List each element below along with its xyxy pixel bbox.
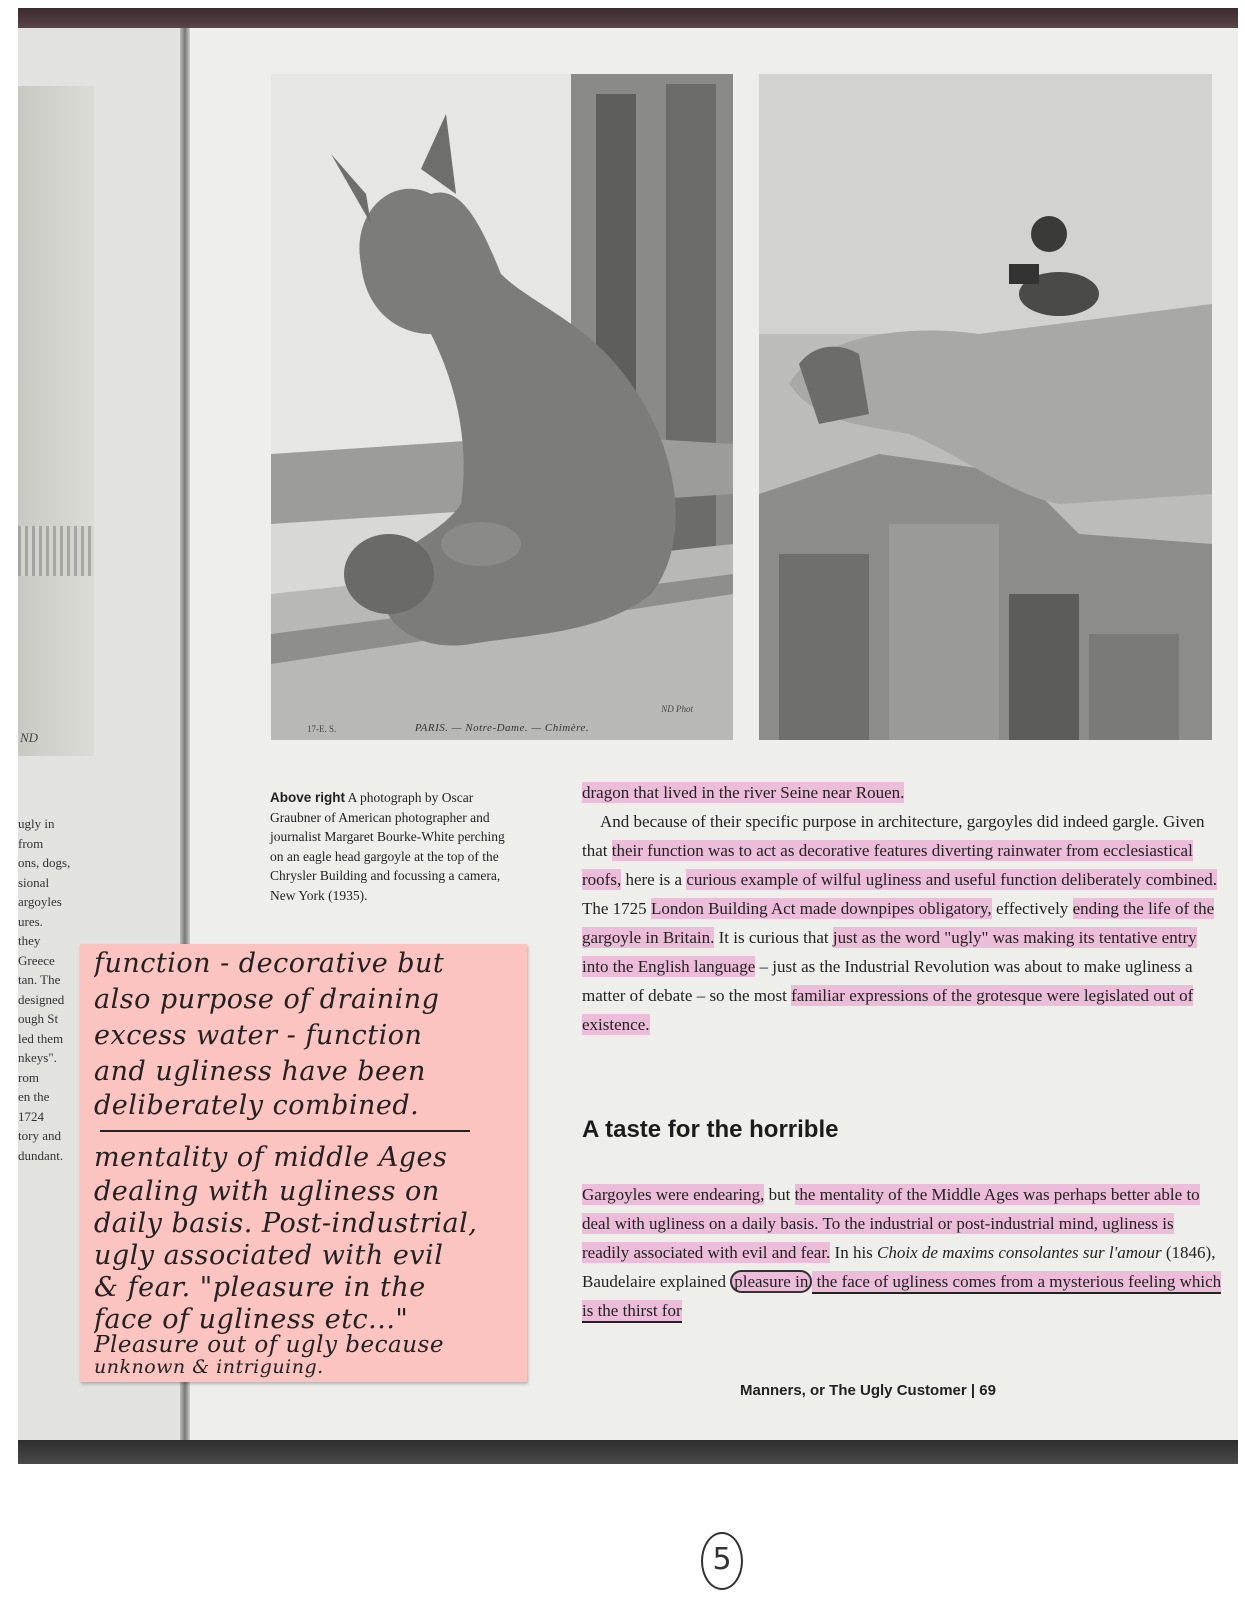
chrysler-gargoyle-photo [759,74,1212,740]
left-text-line: designed [18,991,65,1007]
caption-lead: Above right [270,790,346,805]
caption-text: A photograph by Oscar Graubner of American photographer and journalist Margaret Bourke-White perching on an eagle head gargoyle at the top of the Chrysler Building and focussing a camera, New York (1935). [270,790,505,903]
left-text-line: rom [18,1069,39,1085]
body-text: but [764,1185,795,1204]
body-highlight: curious example of wilful ugliness and useful function deliberately combined. [686,870,1217,889]
handwritten-line: ugly associated with evil [94,1240,444,1271]
left-text-line: Greece [18,952,55,968]
left-text-line: from [18,835,44,851]
section-subheading: A taste for the horrible [582,1116,839,1143]
body-highlight: familiar expressions of the grotesque were legislated out of existence. [582,986,1194,1034]
handwritten-line: dealing with ugliness on [94,1176,440,1207]
scan-bottom-edge [18,1440,1238,1464]
body-text: (1846), Baudelaire explained [582,1243,1216,1291]
left-text-line: ures. [18,913,43,929]
book-title: Choix de maxims consolantes sur l'amour [877,1243,1162,1262]
left-text-line: tan. The [18,972,61,987]
left-page-photo [18,86,94,756]
photo-credit: ND Phot [661,704,693,714]
body-highlight: the mentality of the Middle Ages was perhaps better able to deal with ugliness on a daily basis. [582,1185,1200,1233]
handwritten-line: also purpose of draining [94,984,440,1015]
body-highlight: To the industrial or post-industrial mind, ugliness is readily associated with evil and fear. [582,1214,1174,1262]
body-text: It is curious that [714,928,833,947]
photo-caption-block [270,788,520,905]
body-highlight: just as the word "ugly" was making its tentative entry into the English language [582,928,1197,976]
left-text-line: ugly in [18,816,55,831]
handwritten-line: excess water - function [94,1020,423,1051]
handwritten-line: face of ugliness etc..." [94,1304,409,1335]
scan-top-edge [18,8,1238,28]
circled-phrase: pleasure in [730,1270,812,1293]
left-photo-credit: ND [20,730,39,745]
left-text-line: they [18,933,41,948]
left-text-line: argoyles [18,894,62,909]
page-footer: Manners, or The Ugly Customer | 69 [740,1382,996,1399]
left-text-line: nkeys". [18,1050,57,1065]
body-text-top [582,778,1222,1039]
handwritten-line: and ugliness have been [94,1056,426,1087]
handwritten-line: unknown & intriguing. [94,1356,324,1378]
sticky-note [80,944,527,1382]
body-text: And because of their specific purpose in architecture, gargoyles did indeed gargle. Given that [582,812,1205,860]
left-text-line: tory and [18,1128,61,1143]
body-highlight: Gargoyles were endearing, [582,1185,765,1204]
left-text-line: ons, dogs, [18,855,71,870]
handwritten-line: function - decorative but [94,948,445,979]
left-text-line: led them [18,1030,64,1046]
left-text-line: dundant. [18,1147,64,1163]
underlined-phrase: the face of ugliness comes from a mysterious feeling which is the thirst for [582,1271,1221,1323]
photo-caption: PARIS. — Notre-Dame. — Chimère. [414,722,590,734]
body-text: In his [830,1243,878,1262]
handwritten-line: deliberately combined. [94,1090,420,1121]
body-highlight: London Building Act made downpipes obligatory, [650,899,992,918]
body-text-bottom [582,1180,1222,1325]
body-highlight: their function was to act as decorative features diverting rainwater from ecclesiastical roofs, [582,841,1193,889]
handwritten-divider [100,1130,470,1132]
handwritten-line: daily basis. Post-industrial, [94,1208,478,1239]
body-sentence: dragon that lived in the river Seine near Rouen. [582,783,905,802]
left-text-line: en the [18,1089,50,1104]
body-text: The 1725 [582,899,651,918]
left-text-line: sional [18,874,50,890]
body-text: – just as the Industrial Revolution was about to make ugliness a matter of debate – so the most [582,957,1193,1005]
body-text: effectively [991,899,1073,918]
lace-pattern [18,526,94,576]
handwritten-line: mentality of middle Ages [94,1142,448,1173]
circled-page-number: 5 [701,1532,743,1590]
body-text: here is a [621,870,687,889]
left-text-line: ough St [18,1011,59,1026]
handwritten-line: Pleasure out of ugly because [94,1332,444,1358]
gargoyle-notre-dame-photo [271,74,733,740]
left-text-line: 1724 [18,1108,44,1124]
body-highlight: ending the life of the gargoyle in Britain. [582,899,1215,947]
handwritten-line: & fear. "pleasure in the [94,1272,426,1303]
photo-caption-code: 17-E. S. [307,724,337,734]
